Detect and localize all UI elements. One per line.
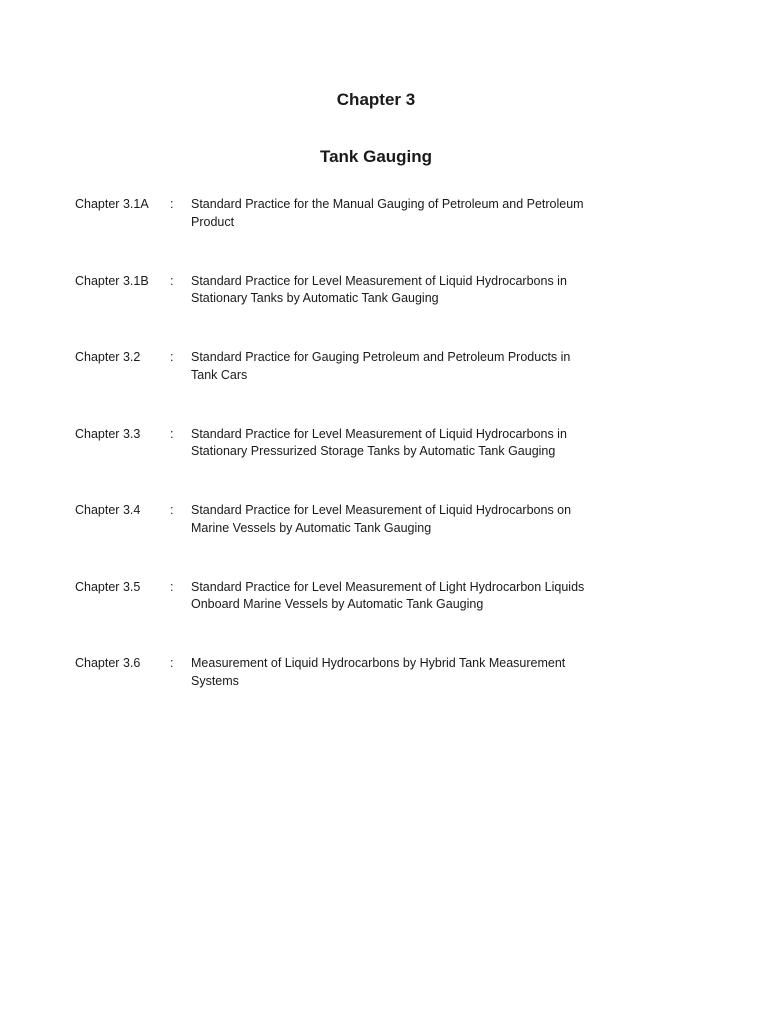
entry-description: Standard Practice for Level Measurement of Light Hydrocarbon Liquids Onboard Marine Vessels by Automatic Tank Gauging — [191, 579, 585, 611]
entry-number: Chapter 3.2 — [75, 350, 141, 364]
entry-number: Chapter 3.5 — [75, 579, 141, 594]
chapter-entry — [75, 502, 635, 579]
entry-separator: : — [170, 350, 174, 364]
chapter-entry — [75, 349, 635, 426]
entry-separator: : — [170, 656, 174, 670]
entry-number: Chapter 3.1B — [75, 273, 149, 288]
entry-description: Standard Practice for Level Measurement of Liquid Hydrocarbons in Stationary Pressurized Storage Tanks by Automatic Tank Gauging — [191, 426, 567, 458]
chapter-title: Chapter 3 — [336, 90, 416, 109]
chapter-entry — [75, 273, 635, 350]
entry-description: Standard Practice for Gauging Petroleum and Petroleum Products in Tank Cars — [191, 350, 571, 382]
entry-description: Standard Practice for Level Measurement of Liquid Hydrocarbons in Stationary Tanks by Automatic Tank Gauging — [191, 273, 567, 305]
entry-description: Standard Practice for the Manual Gauging of Petroleum and Petroleum Product — [191, 197, 584, 229]
chapter-entry — [75, 196, 635, 273]
entry-separator: : — [170, 273, 174, 288]
entry-description: Standard Practice for Level Measurement of Liquid Hydrocarbons on Marine Vessels by Automatic Tank Gauging — [191, 503, 572, 535]
section-title: Tank Gauging — [319, 147, 433, 166]
entry-separator: : — [170, 579, 174, 594]
chapter-entry — [75, 579, 635, 656]
chapter-entry — [75, 426, 635, 503]
chapter-entry — [75, 655, 635, 732]
entry-separator: : — [170, 426, 174, 441]
chapter-entry-list — [75, 196, 635, 732]
entry-number: Chapter 3.4 — [75, 503, 141, 517]
entry-separator: : — [170, 503, 174, 517]
entry-number: Chapter 3.6 — [75, 656, 141, 670]
entry-separator: : — [170, 197, 174, 211]
entry-number: Chapter 3.3 — [75, 426, 141, 441]
entry-description: Measurement of Liquid Hydrocarbons by Hybrid Tank Measurement Systems — [191, 656, 566, 688]
entry-number: Chapter 3.1A — [75, 197, 149, 211]
